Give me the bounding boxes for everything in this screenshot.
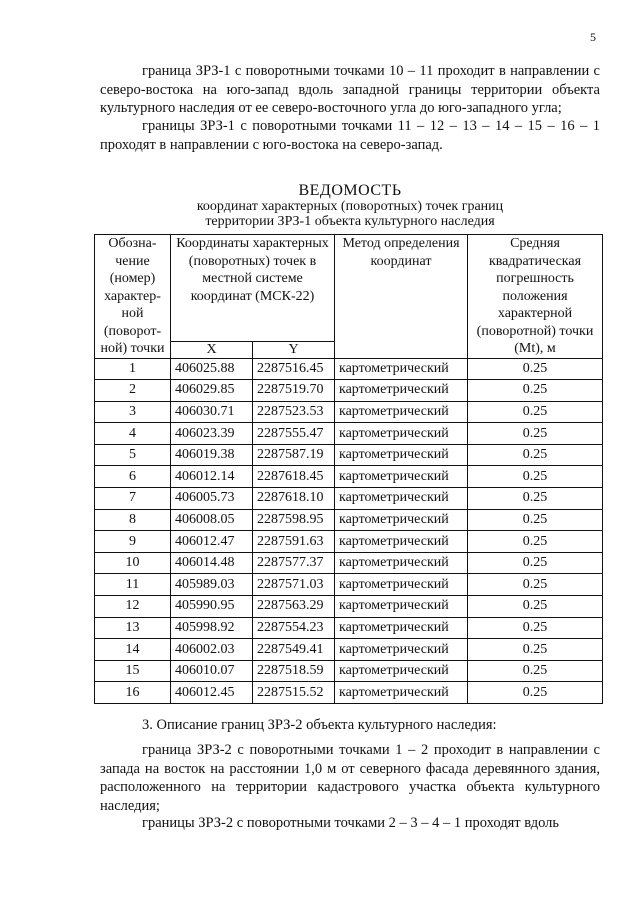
intro-paragraph-1: граница ЗРЗ-1 с поворотными точками 10 – 11 проходит в направлении с северо-востока на юго-запад вдоль западной границы территории объекта культурного наследия от ее северо-восточного угла до юго-западного угла;: [100, 63, 600, 116]
cell-y: 2287577.37: [253, 552, 335, 574]
table-row: [95, 358, 603, 380]
heading-title: ВЕДОМОСТЬ: [298, 182, 402, 199]
cell-num: 5: [95, 444, 171, 466]
cell-num: 3: [95, 401, 171, 423]
cell-error: 0.25: [468, 660, 603, 682]
cell-y: 2287515.52: [253, 682, 335, 704]
cell-y: 2287523.53: [253, 401, 335, 423]
cell-y: 2287563.29: [253, 596, 335, 618]
cell-method: картометрический: [335, 380, 468, 402]
cell-num: 14: [95, 639, 171, 661]
table-row: [95, 380, 603, 402]
cell-y: 2287587.19: [253, 444, 335, 466]
table-row: [95, 552, 603, 574]
cell-error: 0.25: [468, 682, 603, 704]
header-coords: Координаты характерных (поворотных) точек в местной системе координат (МСК-22): [171, 235, 335, 342]
cell-method: картометрический: [335, 488, 468, 510]
cell-y: 2287618.45: [253, 466, 335, 488]
cell-method: картометрический: [335, 552, 468, 574]
table-row: [95, 682, 603, 704]
cell-x: 406012.14: [171, 466, 253, 488]
intro-paragraph-2: границы ЗРЗ-1 с поворотными точками 11 – 12 – 13 – 14 – 15 – 16 – 1 проходят в направлении с юго-востока на северо-запад.: [100, 118, 600, 153]
cell-error: 0.25: [468, 488, 603, 510]
cell-x: 405989.03: [171, 574, 253, 596]
page-number: 5: [590, 30, 596, 44]
table-row: [95, 531, 603, 553]
header-x: X: [171, 341, 253, 358]
table-row: [95, 509, 603, 531]
cell-num: 6: [95, 466, 171, 488]
cell-x: 406002.03: [171, 639, 253, 661]
cell-method: картометрический: [335, 617, 468, 639]
cell-x: 406005.73: [171, 488, 253, 510]
cell-method: картометрический: [335, 444, 468, 466]
cell-y: 2287549.41: [253, 639, 335, 661]
cell-x: 406014.48: [171, 552, 253, 574]
cell-method: картометрический: [335, 639, 468, 661]
cell-x: 406008.05: [171, 509, 253, 531]
cell-y: 2287555.47: [253, 423, 335, 445]
cell-error: 0.25: [468, 574, 603, 596]
cell-error: 0.25: [468, 552, 603, 574]
table-row: [95, 596, 603, 618]
cell-error: 0.25: [468, 596, 603, 618]
cell-error: 0.25: [468, 466, 603, 488]
table-row: [95, 617, 603, 639]
cell-x: 406010.07: [171, 660, 253, 682]
cell-error: 0.25: [468, 509, 603, 531]
cell-num: 1: [95, 358, 171, 380]
cell-error: 0.25: [468, 639, 603, 661]
cell-error: 0.25: [468, 380, 603, 402]
cell-y: 2287516.45: [253, 358, 335, 380]
cell-num: 11: [95, 574, 171, 596]
section3-paragraph-2: границы ЗРЗ-2 с поворотными точками 2 – 3 – 4 – 1 проходят вдоль: [142, 815, 559, 831]
table-row: [95, 639, 603, 661]
section3-paragraph-1: граница ЗРЗ-2 с поворотными точками 1 – 2 проходит в направлении с запада на восток на расстоянии 1,0 м от северного фасада деревянного здания, расположенного на территории кадастрового участка объекта культурного наследия;: [100, 742, 600, 814]
cell-x: 406030.71: [171, 401, 253, 423]
table-row: [95, 444, 603, 466]
table-row: [95, 660, 603, 682]
cell-error: 0.25: [468, 401, 603, 423]
cell-method: картометрический: [335, 358, 468, 380]
table-heading: [100, 183, 600, 229]
cell-method: картометрический: [335, 401, 468, 423]
section3-heading: 3. Описание границ ЗРЗ-2 объекта культурного наследия:: [142, 717, 497, 733]
cell-num: 7: [95, 488, 171, 510]
cell-x: 406029.85: [171, 380, 253, 402]
cell-x: 406012.45: [171, 682, 253, 704]
cell-error: 0.25: [468, 358, 603, 380]
heading-subtitle-2: территории ЗРЗ-1 объекта культурного наследия: [205, 214, 495, 229]
cell-num: 4: [95, 423, 171, 445]
cell-num: 2: [95, 380, 171, 402]
cell-method: картометрический: [335, 509, 468, 531]
cell-y: 2287571.03: [253, 574, 335, 596]
cell-y: 2287618.10: [253, 488, 335, 510]
cell-num: 9: [95, 531, 171, 553]
cell-error: 0.25: [468, 423, 603, 445]
cell-num: 15: [95, 660, 171, 682]
cell-method: картометрический: [335, 466, 468, 488]
coordinates-table: [94, 234, 603, 704]
table-row: [95, 466, 603, 488]
cell-num: 8: [95, 509, 171, 531]
table-row: [95, 423, 603, 445]
cell-num: 16: [95, 682, 171, 704]
cell-method: картометрический: [335, 596, 468, 618]
cell-x: 406023.39: [171, 423, 253, 445]
cell-num: 13: [95, 617, 171, 639]
cell-error: 0.25: [468, 444, 603, 466]
header-num: Обозна-чение (номер) характер-ной (поворот-ной) точки: [95, 235, 171, 359]
cell-method: картометрический: [335, 660, 468, 682]
cell-y: 2287598.95: [253, 509, 335, 531]
cell-x: 406025.88: [171, 358, 253, 380]
header-y: Y: [253, 341, 335, 358]
cell-y: 2287554.23: [253, 617, 335, 639]
header-method: Метод определения координат: [335, 235, 468, 359]
cell-num: 10: [95, 552, 171, 574]
cell-y: 2287518.59: [253, 660, 335, 682]
cell-method: картометрический: [335, 682, 468, 704]
cell-method: картометрический: [335, 531, 468, 553]
cell-x: 405990.95: [171, 596, 253, 618]
cell-y: 2287591.63: [253, 531, 335, 553]
cell-x: 405998.92: [171, 617, 253, 639]
cell-method: картометрический: [335, 423, 468, 445]
cell-error: 0.25: [468, 617, 603, 639]
cell-error: 0.25: [468, 531, 603, 553]
table-row: [95, 401, 603, 423]
header-error: Средняя квадратическая погрешность положения характерной (поворотной) точки (Mt), м: [468, 235, 603, 359]
cell-y: 2287519.70: [253, 380, 335, 402]
cell-x: 406012.47: [171, 531, 253, 553]
heading-subtitle-1: координат характерных (поворотных) точек границ: [196, 199, 504, 214]
table-row: [95, 574, 603, 596]
cell-method: картометрический: [335, 574, 468, 596]
cell-x: 406019.38: [171, 444, 253, 466]
cell-num: 12: [95, 596, 171, 618]
table-row: [95, 488, 603, 510]
